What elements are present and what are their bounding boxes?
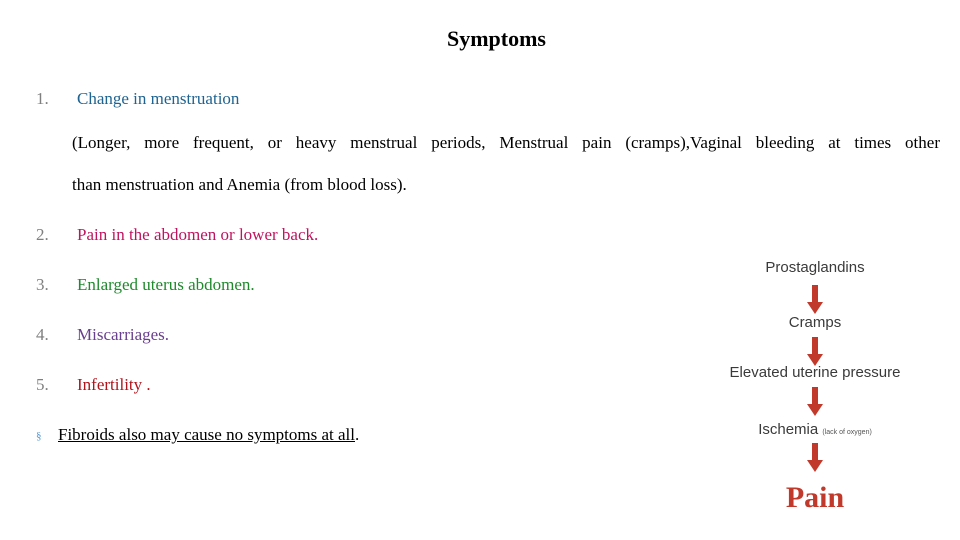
menstruation-detail-line1: (Longer, more frequent, or heavy menstrual periods, Menstrual pain (cramps),Vaginal bleeding at times other — [72, 133, 940, 152]
arrow-down-icon — [806, 285, 824, 315]
arrow-down-icon — [806, 387, 824, 417]
page-title: Symptoms — [446, 26, 546, 51]
menstruation-detail-line2: than menstruation and Anemia (from blood loss). — [72, 175, 407, 194]
item-number-5: 5. — [36, 375, 49, 394]
note-text — [58, 425, 359, 445]
item-number-4: 4. — [36, 325, 49, 344]
flow-result-pain: Pain — [785, 481, 845, 514]
flow-step-prostaglandins: Prostaglandins — [765, 259, 865, 276]
item-text-5: Infertility . — [77, 375, 151, 394]
arrow-down-icon — [806, 443, 824, 473]
item-text-2: Pain in the abdomen or lower back. — [77, 225, 319, 244]
bullet-icon: § — [36, 430, 42, 442]
ischemia-note: (lack of oxygen) — [822, 429, 872, 436]
item-text-1: Change in menstruation — [77, 89, 240, 108]
arrow-down-icon — [806, 337, 824, 367]
note-underlined: Fibroids also may cause no symptoms at all — [58, 425, 355, 444]
flow-step-ischemia — [720, 421, 910, 438]
ischemia-label: Ischemia — [758, 421, 819, 438]
flow-step-elevated-pressure: Elevated uterine pressure — [729, 364, 901, 381]
item-text-3: Enlarged uterus abdomen. — [77, 275, 255, 294]
item-number-2: 2. — [36, 225, 49, 244]
flow-step-cramps: Cramps — [788, 314, 842, 331]
item-number-1: 1. — [36, 89, 49, 108]
item-number-3: 3. — [36, 275, 49, 294]
note-end: . — [355, 425, 360, 444]
pain-flowchart — [720, 255, 920, 530]
item-text-4: Miscarriages. — [77, 325, 170, 344]
